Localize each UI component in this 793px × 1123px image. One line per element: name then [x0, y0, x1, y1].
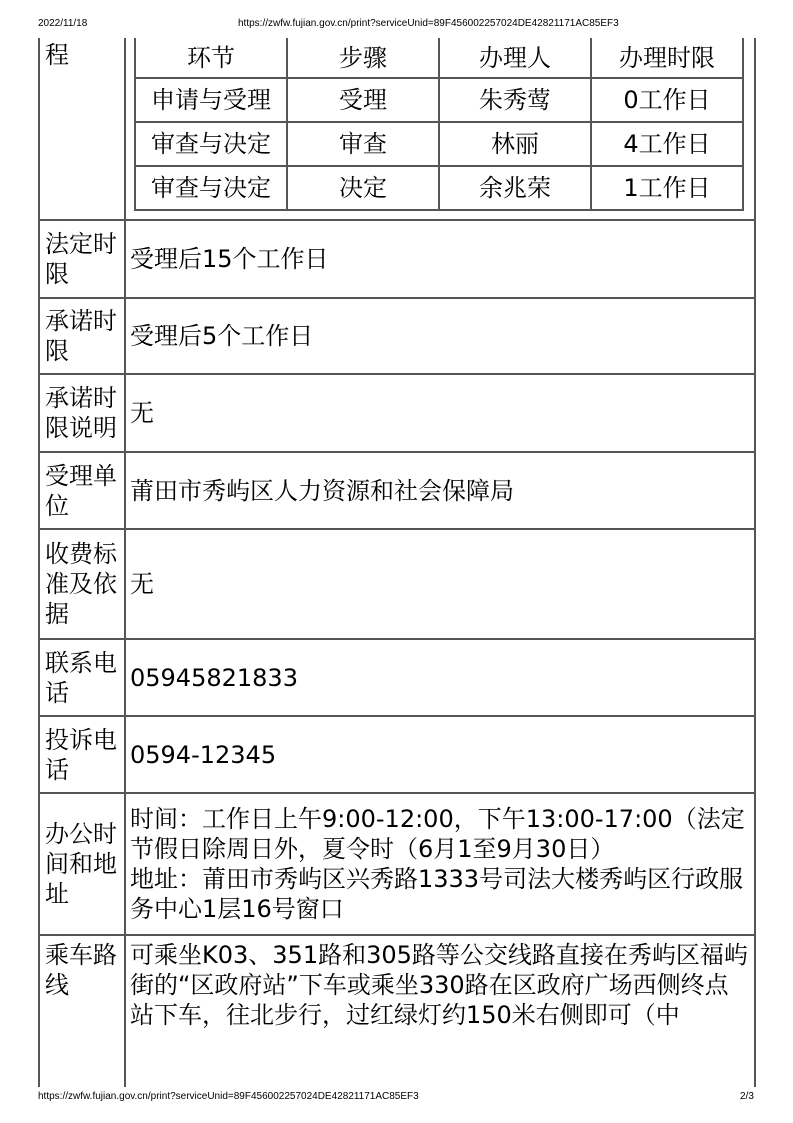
- step-handler: 朱秀莺: [439, 78, 591, 122]
- legal-time-limit-label: 法定时限: [39, 220, 125, 298]
- promised-time-limit-note-label: 承诺时限说明: [39, 374, 125, 452]
- step-handler: 余兆荣: [439, 166, 591, 210]
- contact-phone-label: 联系电话: [39, 639, 125, 716]
- col-header-handler: 办理人: [439, 38, 591, 78]
- step-handler: 林丽: [439, 122, 591, 166]
- transit-route-value: 可乘坐K03、351路和305路等公交线路直接在秀屿区福屿街的“区政府站”下车或乘坐330路在区政府广场西侧终点站下车，往北步行，过红绿灯约150米右侧即可（中: [125, 935, 755, 1087]
- process-header-row: [135, 38, 743, 78]
- step-stage: 审查与决定: [135, 166, 287, 210]
- office-hours-text: 时间：工作日上午9:00-12:00，下午13:00-17:00（法定节假日除周日外，夏令时（6月1至9月30日）: [130, 805, 745, 863]
- promised-time-limit-label: 承诺时限: [39, 298, 125, 374]
- process-step-row: [135, 122, 743, 166]
- promised-time-limit-note-value: 无: [125, 374, 755, 452]
- process-steps-table: [134, 38, 744, 211]
- step-time-limit: 1工作日: [591, 166, 743, 210]
- process-step-row: [135, 78, 743, 122]
- step-stage: 审查与决定: [135, 122, 287, 166]
- legal-time-limit-row: [39, 220, 755, 298]
- process-step-row: [135, 166, 743, 210]
- col-header-time-limit: 办理时限: [591, 38, 743, 78]
- process-label: 程: [39, 38, 125, 220]
- promised-time-limit-note-row: [39, 374, 755, 452]
- transit-route-row: [39, 935, 755, 1087]
- transit-route-label: 乘车路线: [39, 935, 125, 1087]
- service-info-table: [38, 38, 756, 1087]
- accepting-unit-label: 受理单位: [39, 452, 125, 529]
- fee-standard-label: 收费标准及依据: [39, 529, 125, 639]
- office-hours-address-label: 办公时间和地址: [39, 793, 125, 935]
- fee-standard-row: [39, 529, 755, 639]
- office-address-text: 地址：莆田市秀屿区兴秀路1333号司法大楼秀屿区行政服务中心1层16号窗口: [130, 865, 744, 923]
- step-time-limit: 0工作日: [591, 78, 743, 122]
- complaint-phone-value: 0594-12345: [125, 716, 755, 793]
- promised-time-limit-row: [39, 298, 755, 374]
- accepting-unit-value: 莆田市秀屿区人力资源和社会保障局: [125, 452, 755, 529]
- page-number: 2/3: [740, 1091, 754, 1102]
- fee-standard-value: 无: [125, 529, 755, 639]
- step-stage: 申请与受理: [135, 78, 287, 122]
- contact-phone-value: 05945821833: [125, 639, 755, 716]
- footer-url: https://zwfw.fujian.gov.cn/print?serviceUnid=89F456002257024DE42821171AC85EF3: [38, 1091, 419, 1102]
- step-name: 决定: [287, 166, 439, 210]
- print-url: https://zwfw.fujian.gov.cn/print?serviceUnid=89F456002257024DE42821171AC85EF3: [238, 18, 619, 29]
- accepting-unit-row: [39, 452, 755, 529]
- legal-time-limit-value: 受理后15个工作日: [125, 220, 755, 298]
- step-name: 受理: [287, 78, 439, 122]
- complaint-phone-row: [39, 716, 755, 793]
- step-name: 审查: [287, 122, 439, 166]
- col-header-stage: 环节: [135, 38, 287, 78]
- step-time-limit: 4工作日: [591, 122, 743, 166]
- col-header-step: 步骤: [287, 38, 439, 78]
- complaint-phone-label: 投诉电话: [39, 716, 125, 793]
- process-row: [39, 38, 755, 220]
- print-date: 2022/11/18: [38, 18, 88, 29]
- office-hours-address-row: [39, 793, 755, 935]
- promised-time-limit-value: 受理后5个工作日: [125, 298, 755, 374]
- contact-phone-row: [39, 639, 755, 716]
